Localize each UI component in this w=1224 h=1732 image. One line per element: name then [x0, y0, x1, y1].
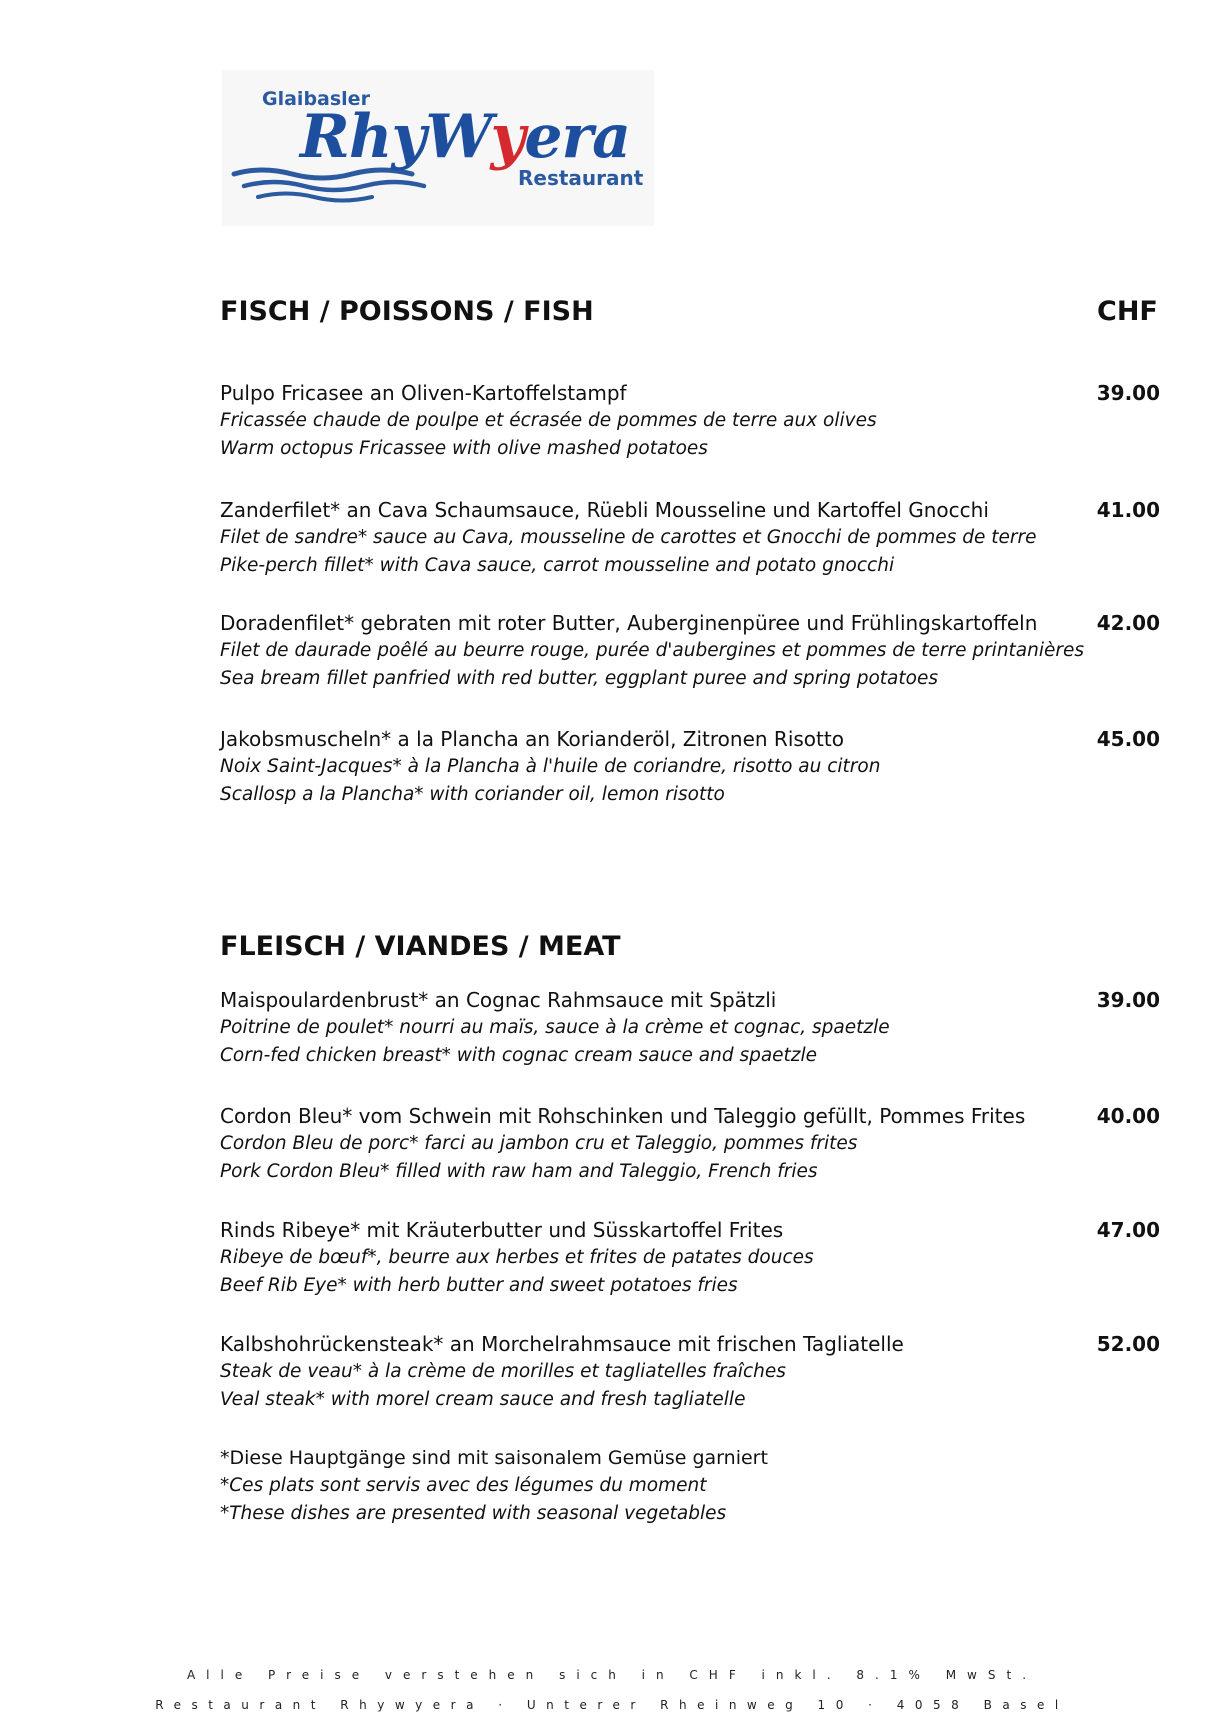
- menu-item: [220, 1330, 1160, 1414]
- item-name-en: Veal steak* with morel cream sauce and fresh tagliatelle: [220, 1389, 746, 1410]
- logo-main-text: [300, 102, 630, 172]
- item-name-en: Pike-perch fillet* with Cava sauce, carrot mousseline and potato gnocchi: [220, 555, 895, 576]
- item-price: 47.00: [1096, 1218, 1160, 1242]
- item-name-de: Jakobsmuscheln* a la Plancha an Korianderöl, Zitronen Risotto: [220, 727, 844, 751]
- item-price: 39.00: [1096, 381, 1160, 405]
- section-title-meat: FLEISCH / VIANDES / MEAT: [220, 931, 621, 962]
- item-price: 39.00: [1096, 988, 1160, 1012]
- item-name-de: Pulpo Fricasee an Oliven-Kartoffelstampf: [220, 381, 627, 405]
- item-name-fr: Filet de sandre* sauce au Cava, mousseline de carottes et Gnocchi de pommes de terre: [220, 527, 1037, 548]
- note-fr: *Ces plats sont servis avec des légumes du moment: [220, 1475, 707, 1496]
- logo-top-text: Glaibasler: [262, 88, 370, 110]
- item-name-de: Rinds Ribeye* mit Kräuterbutter und Süsskartoffel Frites: [220, 1218, 784, 1242]
- footer-vat-note: Alle Preise verstehen sich in CHF inkl. 8.1% MwSt.: [186, 1668, 1038, 1682]
- menu-item: [220, 379, 1160, 463]
- item-price: 45.00: [1096, 727, 1160, 751]
- item-name-fr: Ribeye de bœuf*, beurre aux herbes et frites de patates douces: [220, 1247, 814, 1268]
- menu-item: [220, 1102, 1160, 1186]
- currency-header: CHF: [1097, 296, 1158, 327]
- item-name-en: Pork Cordon Bleu* filled with raw ham and Taleggio, French fries: [220, 1161, 818, 1182]
- note-de: *Diese Hauptgänge sind mit saisonalem Gemüse garniert: [220, 1447, 768, 1469]
- item-name-en: Corn-fed chicken breast* with cognac cream sauce and spaetzle: [220, 1045, 818, 1066]
- item-name-en: Scallosp a la Plancha* with coriander oil, lemon risotto: [220, 784, 725, 805]
- item-name-fr: Filet de daurade poêlé au beurre rouge, purée d'aubergines et pommes de terre printanières: [220, 640, 1085, 661]
- item-price: 41.00: [1096, 498, 1160, 522]
- item-price: 52.00: [1096, 1332, 1160, 1356]
- item-name-fr: Poitrine de poulet* nourri au maïs, sauce à la crème et cognac, spaetzle: [220, 1017, 890, 1038]
- restaurant-logo: [222, 70, 654, 226]
- item-name-de: Cordon Bleu* vom Schwein mit Rohschinken und Taleggio gefüllt, Pommes Frites: [220, 1104, 1026, 1128]
- item-name-en: Warm octopus Fricassee with olive mashed potatoes: [220, 438, 708, 459]
- item-name-fr: Cordon Bleu de porc* farci au jambon cru et Taleggio, pommes frites: [220, 1133, 858, 1154]
- item-name-de: Doradenfilet* gebraten mit roter Butter, Auberginenpüree und Frühlingskartoffeln: [220, 611, 1038, 635]
- item-name-en: Sea bream fillet panfried with red butter, eggplant puree and spring potatoes: [220, 668, 938, 689]
- item-name-fr: Steak de veau* à la crème de morilles et tagliatelles fraîches: [220, 1361, 786, 1382]
- item-name-fr: Noix Saint-Jacques* à la Plancha à l'huile de coriandre, risotto au citron: [220, 756, 881, 777]
- menu-item: [220, 1216, 1160, 1300]
- logo-main-part-a: Rhy: [300, 102, 426, 172]
- item-price: 40.00: [1096, 1104, 1160, 1128]
- item-name-de: Kalbshohrückensteak* an Morchelrahmsauce mit frischen Tagliatelle: [220, 1332, 904, 1356]
- item-name-en: Beef Rib Eye* with herb butter and sweet potatoes fries: [220, 1275, 738, 1296]
- logo-bottom-text: Restaurant: [518, 166, 644, 190]
- note-en: *These dishes are presented with seasonal vegetables: [220, 1503, 727, 1524]
- menu-item: [220, 609, 1160, 693]
- item-price: 42.00: [1096, 611, 1160, 635]
- item-name-fr: Fricassée chaude de poulpe et écrasée de pommes de terre aux olives: [220, 410, 877, 431]
- logo-main-part-c: y: [490, 102, 525, 172]
- footer-address: Restaurant Rhywyera · Unterer Rheinweg 10 · 4058 Basel: [155, 1698, 1069, 1712]
- menu-item: [220, 725, 1160, 809]
- item-name-de: Zanderfilet* an Cava Schaumsauce, Rüebli Mousseline und Kartoffel Gnocchi: [220, 498, 989, 522]
- logo-main-part-d: era: [524, 102, 630, 172]
- menu-item: [220, 496, 1160, 580]
- item-name-de: Maispoulardenbrust* an Cognac Rahmsauce mit Spätzli: [220, 988, 777, 1012]
- menu-item: [220, 986, 1160, 1070]
- garnish-note: [220, 1444, 768, 1528]
- section-title-fish: FISCH / POISSONS / FISH: [220, 296, 594, 327]
- logo-main-part-b: W: [425, 102, 491, 172]
